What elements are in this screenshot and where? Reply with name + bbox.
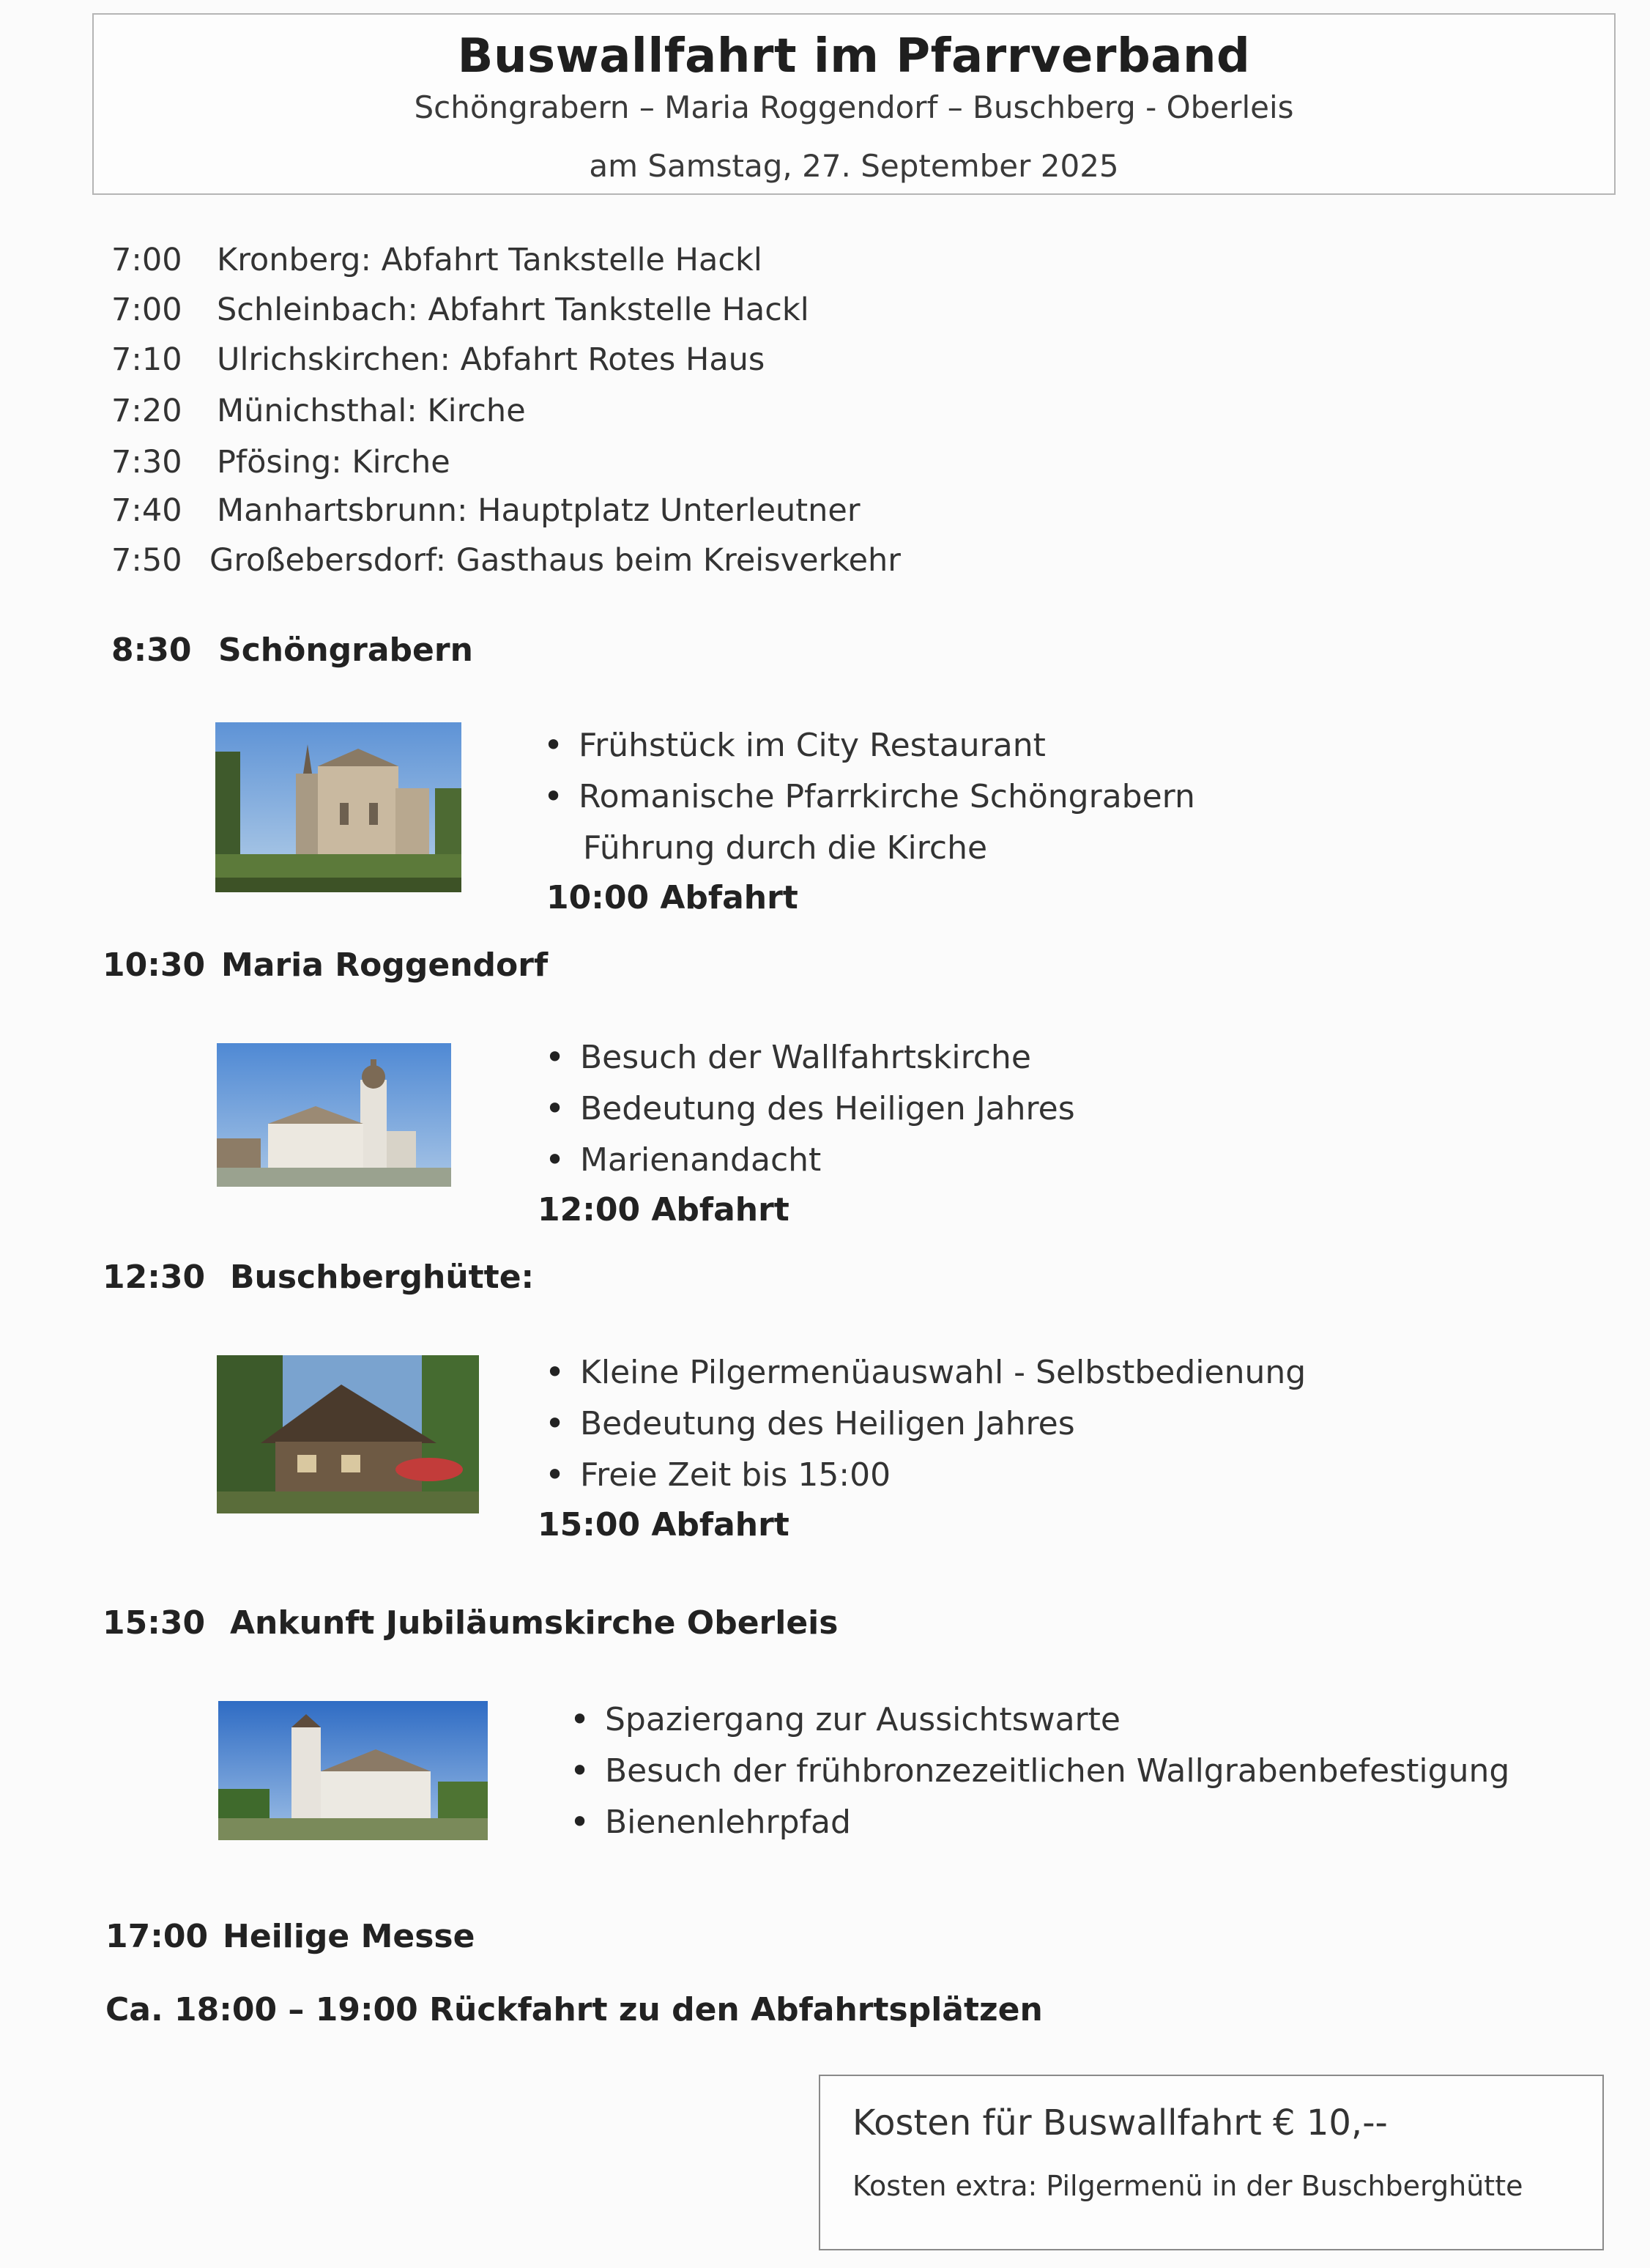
departure-row: [111, 341, 765, 378]
departure-place: Großebersdorf: Gasthaus beim Kreisverkehr: [209, 542, 901, 579]
cost-main: Kosten für Buswallfahrt € 10,--: [852, 2102, 1388, 2143]
page-title: Buswallfahrt im Pfarrverband: [457, 29, 1251, 84]
list-item: • Frühstück im City Restaurant: [579, 727, 1046, 764]
departure-row: [111, 242, 762, 278]
departure-row: [111, 444, 450, 481]
list-item: • Besuch der frühbronzezeitlichen Wallgrabenbefestigung: [605, 1752, 1509, 1790]
return-trip: Ca. 18:00 – 19:00 Rückfahrt zu den Abfahrtsplätzen: [105, 1991, 1043, 2028]
stop-name: Ankunft Jubiläumskirche Oberleis: [230, 1604, 839, 1642]
departure-place: Ulrichskirchen: Abfahrt Rotes Haus: [217, 341, 765, 378]
route-subtitle: Schöngrabern – Maria Roggendorf – Buschberg - Oberleis: [414, 89, 1294, 125]
buschberghuette-photo: [217, 1355, 479, 1513]
list-item: • Freie Zeit bis 15:00: [580, 1456, 891, 1494]
list-item: • Spaziergang zur Aussichtswarte: [605, 1701, 1121, 1738]
stop-time: 8:30: [111, 631, 192, 669]
stop-heading-oberleis: [103, 1604, 838, 1642]
mass-label: Heilige Messe: [223, 1918, 475, 1955]
list-item: • Bedeutung des Heiligen Jahres: [580, 1090, 1075, 1127]
stop-departure: 10:00 Abfahrt: [546, 879, 798, 916]
list-item: • Marienandacht: [580, 1141, 821, 1179]
departure-place: Kronberg: Abfahrt Tankstelle Hackl: [217, 242, 762, 278]
list-item: • Besuch der Wallfahrtskirche: [580, 1039, 1031, 1076]
tour-note: Führung durch die Kirche: [583, 829, 988, 867]
list-item: • Kleine Pilgermenüauswahl - Selbstbedienung: [580, 1354, 1306, 1391]
departure-time: 7:50: [111, 542, 182, 579]
stop-time: 10:30: [103, 946, 206, 984]
list-item: • Bedeutung des Heiligen Jahres: [580, 1405, 1075, 1442]
stop-name: Maria Roggendorf: [221, 946, 549, 984]
event-date: am Samstag, 27. September 2025: [589, 148, 1119, 184]
departure-row: [111, 292, 809, 328]
departure-row: [111, 542, 901, 579]
stop-heading-schoengrabern: [111, 631, 473, 669]
stop-time: 12:30: [103, 1259, 206, 1296]
departure-time: 7:40: [111, 492, 182, 529]
stop-name: Buschberghütte:: [230, 1259, 535, 1296]
mass-time: 17:00: [105, 1918, 209, 1955]
departure-time: 7:10: [111, 341, 182, 378]
departure-place: Schleinbach: Abfahrt Tankstelle Hackl: [217, 292, 809, 328]
list-item: • Romanische Pfarrkirche Schöngrabern: [579, 778, 1195, 815]
church-maria-roggendorf-photo: [217, 1043, 451, 1187]
stop-heading-buschberghuette: [103, 1259, 534, 1296]
departure-time: 7:00: [111, 242, 182, 278]
cost-box: [819, 2075, 1604, 2250]
mass-heading: [105, 1918, 475, 1955]
stop-departure: 15:00 Abfahrt: [538, 1506, 789, 1544]
church-schoengrabern-photo: [215, 722, 461, 892]
departure-row: [111, 492, 861, 529]
stop-heading-maria-roggendorf: [103, 946, 548, 984]
departure-time: 7:30: [111, 444, 182, 481]
stop-name: Schöngrabern: [218, 631, 473, 669]
departure-row: [111, 393, 526, 429]
stop-departure: 12:00 Abfahrt: [538, 1191, 789, 1228]
church-oberleis-photo: [218, 1701, 488, 1840]
list-item: • Bienenlehrpfad: [605, 1804, 851, 1841]
cost-extra: Kosten extra: Pilgermenü in der Buschberghütte: [852, 2170, 1523, 2202]
departure-time: 7:20: [111, 393, 182, 429]
departure-place: Pfösing: Kirche: [217, 444, 450, 481]
departure-place: Münichsthal: Kirche: [217, 393, 526, 429]
departure-time: 7:00: [111, 292, 182, 328]
departure-place: Manhartsbrunn: Hauptplatz Unterleutner: [217, 492, 861, 529]
stop-time: 15:30: [103, 1604, 206, 1642]
